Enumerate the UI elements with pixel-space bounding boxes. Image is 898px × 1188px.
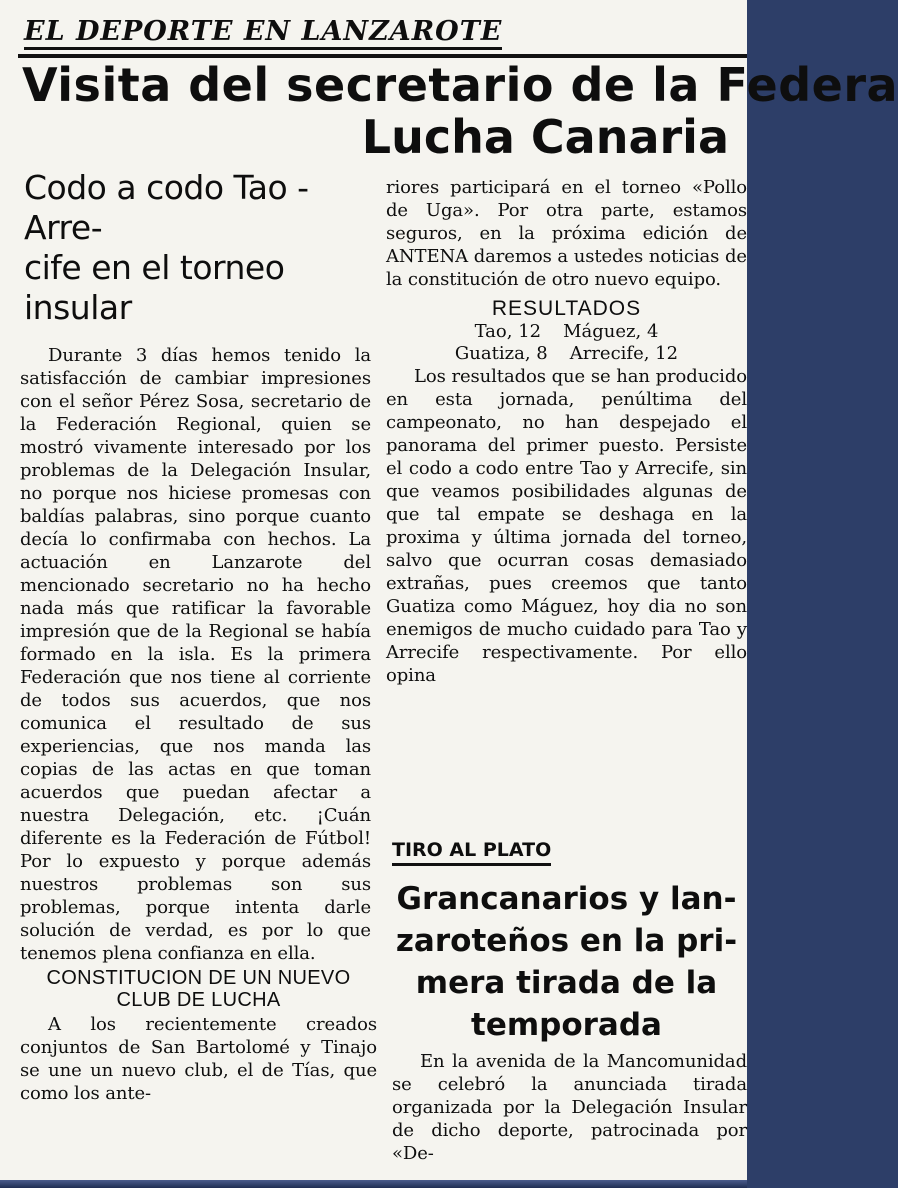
result-row — [386, 321, 747, 343]
result-home: Guatiza, 8 — [454, 343, 548, 364]
article-subheadline: Codo a codo Tao - Arre- cife en el torneo insular — [24, 168, 309, 327]
left-column — [20, 168, 377, 1180]
article-paragraph: Durante 3 días hemos tenido la satisfacción de cambiar impresiones con el señor Pérez Sosa, secretario de la Federación Regional, quien se mostró vivamente interesado por los problemas de la Delegación Insular, no porque nos hiciese promesas con baldías palabras, sino porque cuanto decía lo confirmaba con hechos. La actuación en Lanzarote del mencionado secretario no ha hecho nada más que ratificar la favorable impresión que de la Regional se había formado en la isla. Es la primera Federación que nos tiene al corriente de todos sus acuerdos, que nos comunica el resultado de sus experiencias, que nos manda las copias de las actas en que toman acuerdos que puedan afectar a nuestra Delegación, etc. ¡Cuán diferente es la Federación de Fútbol! Por lo expuesto y porque además nuestros problemas son sus problemas, porque intenta darle solución de verdad, es por lo que tenemos plena confianza en ella. — [20, 345, 371, 964]
main-headline-line-1: Visita del secretario de la Federa — [22, 58, 898, 112]
bottom-border — [0, 1180, 747, 1188]
article-paragraph: En la avenida de la Mancomunidad se celebró la anunciada tirada organizada por la Delegación Insular de dicho deporte, patrocinada por «De- — [392, 1051, 747, 1164]
section-subheading: CONSTITUCION DE UN NUEVO CLUB DE LUCHA — [46, 967, 351, 1011]
result-away: Máguez, 4 — [563, 321, 659, 342]
result-row — [386, 343, 747, 365]
tiro-section-label: TIRO AL PLATO — [392, 838, 551, 866]
article-paragraph: Los resultados que se han producido en esta jornada, penúltima del campeonato, no han despejado el panorama del primer puesto. Persiste el codo a codo entre Tao y Arrecife, sin que veamos posibilidades algunas de que tal empate se deshaga en la proxima y última jornada del torneo, salvo que ocurran cosas demasiado extrañas, pues creemos que tanto Guatiza como Máguez, hoy dia no son enemigos de mucho cuidado para Tao y Arrecife respectivamente. Por ello opina — [386, 366, 747, 686]
result-home: Tao, 12 — [474, 321, 542, 342]
tiro-headline: Grancanarios y lan- zaroteños en la pri- mera tirada de la temporada — [395, 881, 738, 1043]
main-headline-line-2: Lucha Canaria — [361, 110, 729, 164]
results-heading: RESULTADOS — [491, 297, 642, 320]
result-away: Arrecife, 12 — [569, 343, 679, 364]
article-paragraph: A los recientemente creados conjuntos de San Bartolomé y Tinajo se une un nuevo club, el de Tías, que como los ante- — [20, 1014, 377, 1104]
section-header — [24, 14, 504, 54]
article-paragraph: riores participará en el torneo «Pollo de Uga». Por otra parte, estamos seguros, en la próxima edición de ANTENA daremos a ustedes noticias de la constitución de otro nuevo equipo. — [386, 177, 747, 290]
section-header-label: EL DEPORTE EN LANZAROTE — [24, 16, 502, 50]
